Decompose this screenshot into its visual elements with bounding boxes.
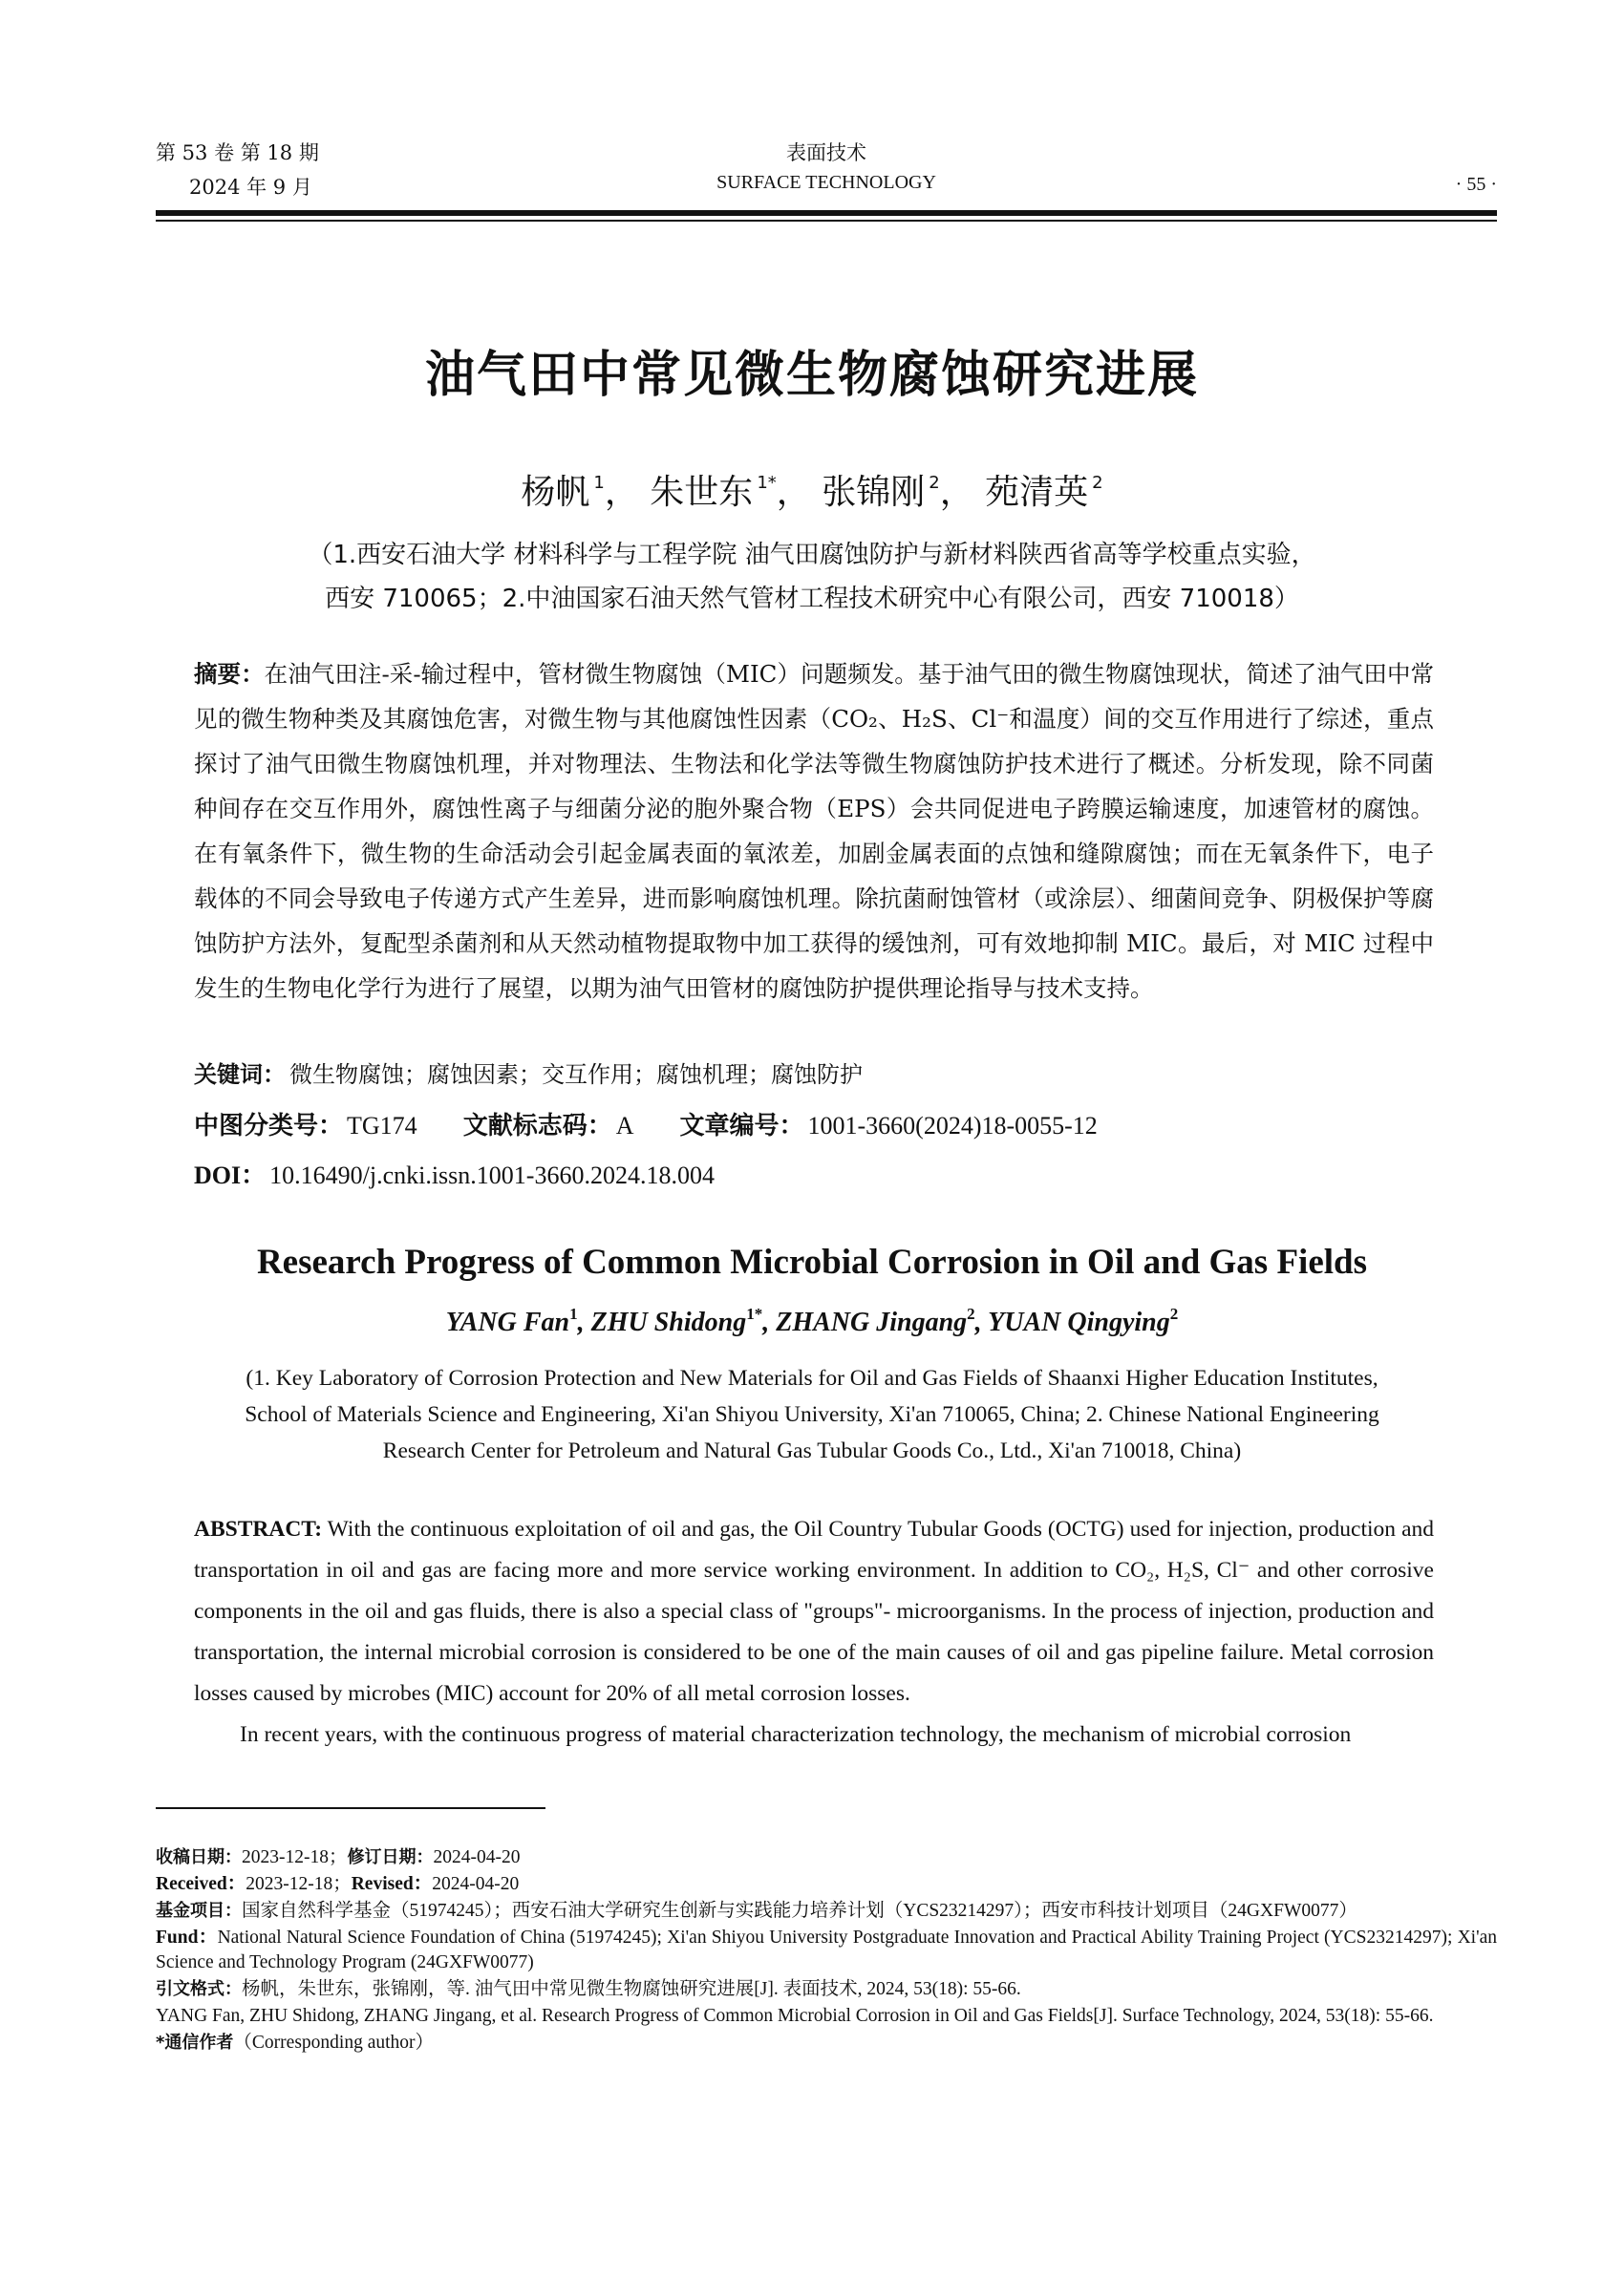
doi-value[interactable]: 10.16490/j.cnki.issn.1001-3660.2024.18.004 [269,1161,715,1189]
author-affil-mark: 2 [1169,1305,1179,1323]
author-list-en: YANG Fan$^1$, ZHU Shidong$^{1*}$, ZHANG Jingang$^2$, YUAN Qingying$^2$ [445,1305,1179,1337]
keywords-text: 微生物腐蚀；腐蚀因素；交互作用；腐蚀机理；腐蚀防护 [289,1061,863,1088]
affiliation-line: 西安 710065；2.中油国家石油天然气管材工程技术研究中心有限公司，西安 710018） [325,585,1299,613]
paper-title-cn: 油气田中常见微生物腐蚀研究进展 [424,347,1199,404]
abstract-text: 在油气田注-采-输过程中，管材微生物腐蚀（MIC）问题频发。基于油气田的微生物腐蚀现状，简述了油气田中常见的微生物种类及其腐蚀危害，对微生物与其他腐蚀性因素（CO₂、H₂S、Cl⁻和温度）间的交互作用进行了综述，重点探讨了油气田微生物腐蚀机理，并对物理法、生物法和化学法等微生物腐蚀防护技术进行了概述。分析发现，除不同菌种间存在交互作用外，腐蚀性离子与细菌分泌的胞外聚合物（EPS）会共同促进电子跨膜运输速度，加速管材的腐蚀。在有氧条件下，微生物的生命活动会引起金属表面的氧浓差，加剧金属表面的点蚀和缝隙腐蚀；而在无氧条件下，电子载体的不同会导致电子传递方式产生差异，进而影响腐蚀机理。除抗菌耐蚀管材（或涂层）、细菌间竞争、阴极保护等腐蚀防护方法外，复配型杀菌剂和从天然动植物提取物中加工获得的缓蚀剂，可有效地抑制 MIC。最后，对 MIC 过程中发生的生物电化学行为进行了展望，以期为油气田管材的腐蚀防护提供理论指导与技术支持。 [194,660,1435,1002]
citation-cn: 引文格式：杨帆，朱世东，张锦刚，等. 油气田中常见微生物腐蚀研究进展[J]. 表面技术, 2024, 53(18): 55-66. [156,1979,1021,1999]
clc-label: 中图分类号： [194,1112,344,1140]
abstract-label: ABSTRACT: [194,1517,323,1542]
affiliation-line: （1.西安石油大学 材料科学与工程学院 油气田腐蚀防护与新材料陕西省高等学校重点实验， [308,541,1316,569]
author-affil-mark: 1 [569,1305,578,1323]
author-name: ZHU Shidong [590,1308,747,1337]
running-header [156,138,1497,214]
page-number: · 55 · [1455,174,1497,195]
author-name: YUAN Qingying [988,1308,1170,1337]
author-name: ZHANG Jingang [776,1308,968,1337]
author-name: 杨帆 [521,473,590,512]
author-affil-mark: 2 [929,473,940,493]
doc-code-label: 文献标志码： [462,1112,612,1140]
classification-line [194,1106,1434,1141]
abstract-paragraph: In recent years, with the continuous progress of material characterization technology, the mechanism of microbial corrosion [240,1722,1352,1747]
clc-value: TG174 [347,1112,417,1140]
issue-date: 2024 年 9 月 [189,176,312,199]
doi-line [194,1156,1434,1191]
author-affil-mark: 2 [1092,473,1103,493]
fund-en: Fund：National Natural Science Foundation of China (51974245); Xi'an Shiyou University Postgraduate Innovation and Practical Ability Training Project (YCS23214297); Xi'an Science and Technology Program (24GXFW0077) [156,1928,1497,1972]
keywords-cn [194,1055,1434,1089]
author-name: 张锦刚 [822,473,926,512]
author-list-cn: 杨帆 $^1$， 朱世东 $^{1*}$， 张锦刚 $^2$， 苑清英 $^2$ [521,473,1103,512]
volume-issue: 第 53 卷 第 18 期 [156,141,319,164]
corresponding-author: *通信作者（Corresponding author） [156,2033,435,2053]
journal-name-en: SURFACE TECHNOLOGY [716,172,936,193]
author-name: 朱世东 [650,473,754,512]
citation-en: YANG Fan, ZHU Shidong, ZHANG Jingang, et al. Research Progress of Common Microbial Corrosion in Oil and Gas Fields[J]. Surface Technology, 2024, 53(18): 55-66. [156,2006,1434,2026]
abstract-cn [194,651,1434,1011]
affiliation-en: (1. Key Laboratory of Corrosion Protection and New Materials for Oil and Gas Fields of Shaanxi Higher Education Institutes, School of Materials Science and Engineering, Xi'an Shiyou University, Xi'an 710065, China; 2. Chinese National Engineering Research Center for Petroleum and Natural Gas Tubular Goods Co., Ltd., Xi'an 710018, China) [245,1366,1379,1463]
affiliation-cn [201,533,1423,621]
received-cn: 收稿日期：2023-12-18；修订日期：2024-04-20 [156,1847,521,1867]
abstract-en [194,1509,1434,1756]
author-affil-mark: 1* [757,473,777,493]
footnote-rule [156,1807,545,1809]
abstract-paragraph [194,1509,1434,1715]
article-number-label: 文章编号： [679,1112,804,1140]
author-affil-mark: 1* [746,1305,763,1323]
doi-label: DOI： [194,1161,267,1189]
author-name: 苑清英 [985,473,1089,512]
abstract-label: 摘要： [194,660,265,688]
doc-code-value: A [615,1112,634,1140]
author-name: YANG Fan [445,1308,570,1337]
keywords-label: 关键词： [194,1061,286,1088]
header-rule-thick [156,210,1497,216]
fund-cn: 基金项目：国家自然科学基金（51974245）；西安石油大学研究生创新与实践能力培养计划（YCS23214297）；西安市科技计划项目（24GXFW0077） [156,1901,1357,1921]
received-en: Received：2023-12-18；Revised：2024-04-20 [156,1874,520,1894]
paper-title-en: Research Progress of Common Microbial Corrosion in Oil and Gas Fields [256,1243,1368,1282]
footnotes [156,1845,1497,2057]
header-rule-thin [156,220,1497,222]
abstract-text: With the continuous exploitation of oil and gas, the Oil Country Tubular Goods (OCTG) used for injection, production and transportation in oil and gas are facing more and more service working environment. In addition to CO₂, H₂S, Cl⁻ and other corrosive components in the oil and gas fluids, there is also a special class of "groups"- microorganisms. In the process of injection, production and transportation, the internal microbial corrosion is considered to be one of the main causes of oil and gas pipeline failure. Metal corrosion losses caused by microbes (MIC) account for 20% of all metal corrosion losses. [194,1517,1434,1706]
author-affil-mark: 2 [967,1305,975,1323]
journal-name-cn: 表面技术 [786,141,866,164]
article-number-value: 1001-3660(2024)18-0055-12 [807,1112,1098,1140]
author-affil-mark: 1 [593,473,605,493]
